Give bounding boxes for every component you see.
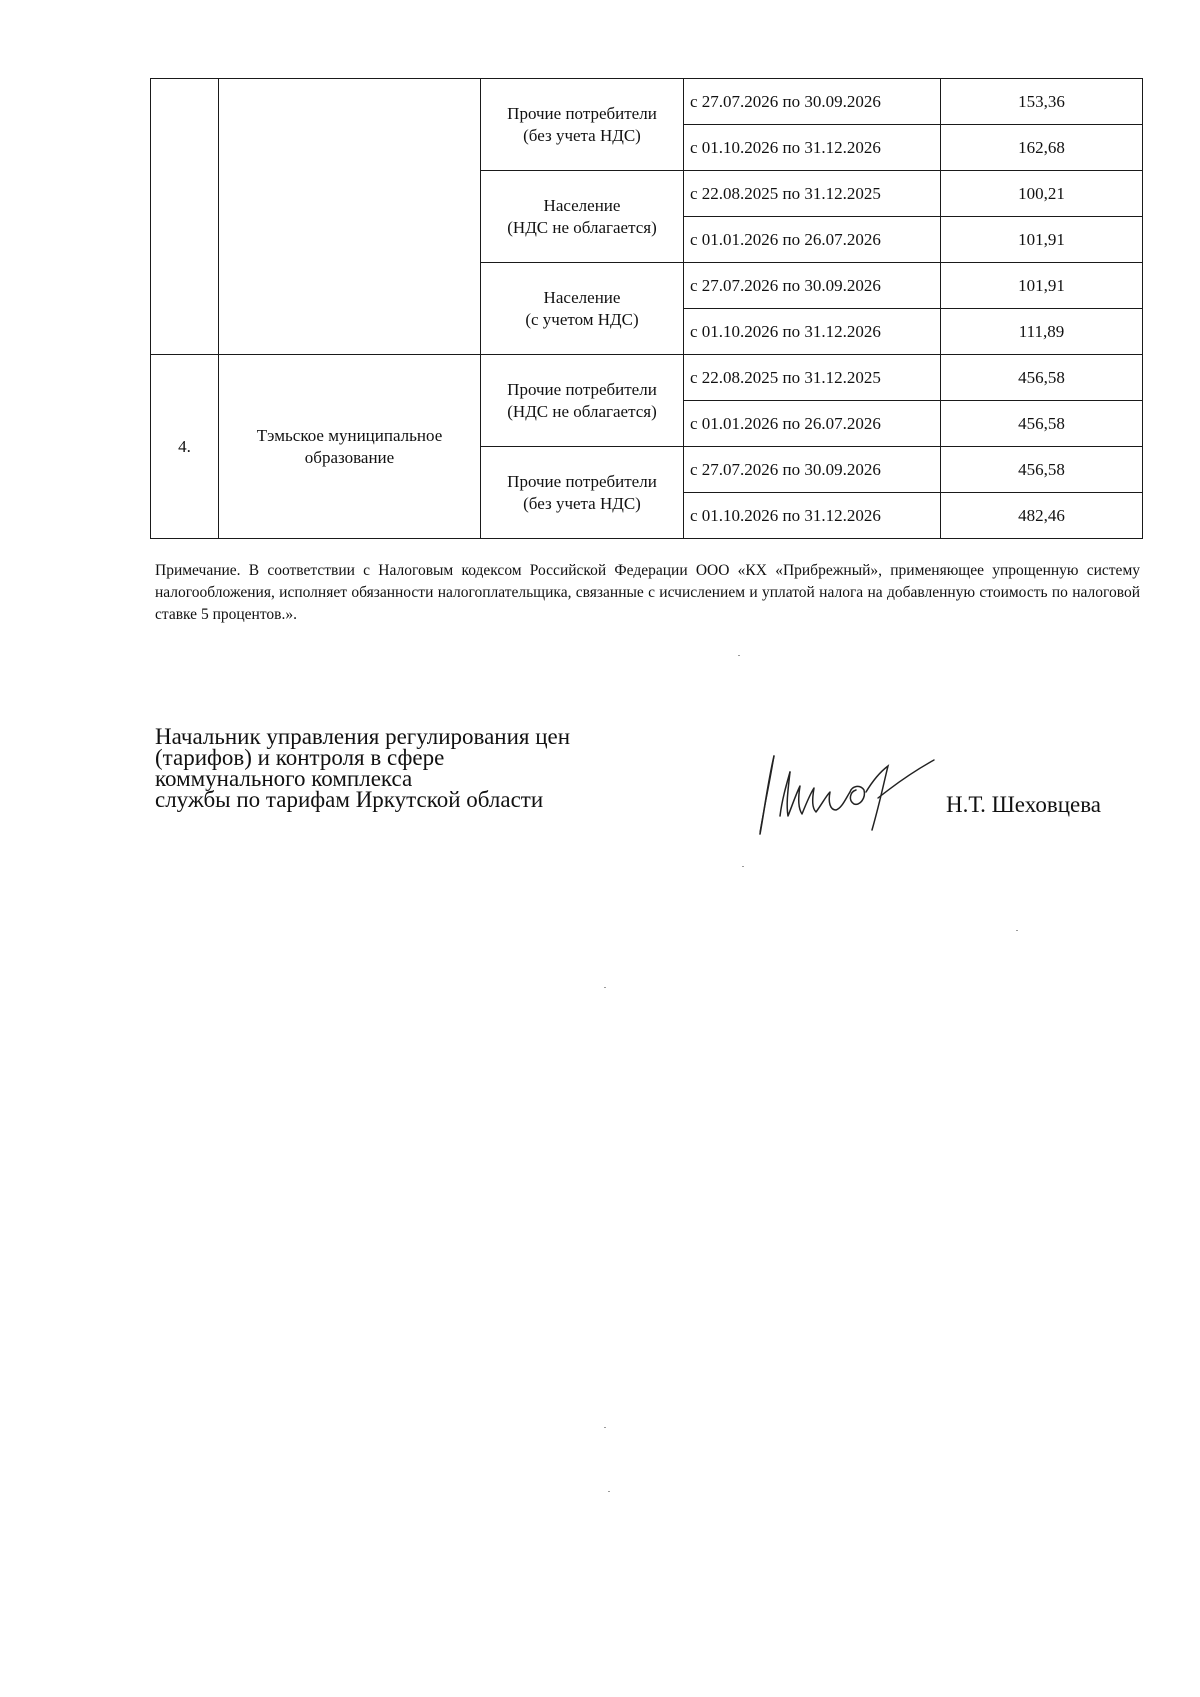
scan-speck	[1016, 930, 1018, 931]
period-cell: с 01.01.2026 по 26.07.2026	[684, 217, 941, 263]
row-number-cell	[151, 79, 219, 355]
municipality-cell	[219, 79, 481, 355]
period-cell: с 22.08.2025 по 31.12.2025	[684, 355, 941, 401]
signatory-position-line: (тарифов) и контроля в сфере	[155, 745, 445, 770]
handwritten-signature-icon	[738, 742, 960, 842]
consumer-group-line: Население	[543, 287, 621, 307]
period-cell: с 01.01.2026 по 26.07.2026	[684, 401, 941, 447]
period-cell: с 01.10.2026 по 31.12.2026	[684, 493, 941, 539]
tariff-value-cell: 101,91	[941, 263, 1143, 309]
consumer-group-cell	[481, 447, 684, 539]
row-number-cell: 4.	[151, 355, 219, 539]
consumer-group-note: (без учета НДС)	[523, 125, 641, 145]
consumer-group-note: (с учетом НДС)	[525, 309, 639, 329]
consumer-group-line: Население	[543, 195, 621, 215]
tariff-value-cell: 456,58	[941, 355, 1143, 401]
municipality-name-line: образование	[304, 447, 395, 467]
tariff-value-cell: 456,58	[941, 401, 1143, 447]
signatory-position-line: службы по тарифам Иркутской области	[155, 787, 544, 812]
municipality-cell	[219, 355, 481, 539]
consumer-group-cell	[481, 171, 684, 263]
tariff-value-cell: 482,46	[941, 493, 1143, 539]
tariff-value-cell: 153,36	[941, 79, 1143, 125]
table-row	[151, 79, 1143, 125]
period-cell: с 01.10.2026 по 31.12.2026	[684, 125, 941, 171]
scan-speck	[742, 866, 744, 867]
tariff-value-cell: 162,68	[941, 125, 1143, 171]
consumer-group-note: (НДС не облагается)	[507, 217, 657, 237]
signatory-position-line: Начальник управления регулирования цен	[155, 724, 571, 749]
signer-name: Н.Т. Шеховцева	[946, 792, 1101, 817]
period-cell: с 27.07.2026 по 30.09.2026	[684, 263, 941, 309]
consumer-group-line: Прочие потребители	[507, 471, 657, 491]
footnote: Примечание. В соответствии с Налоговым кодексом Российской Федерации ООО «КХ «Прибрежный», применяющее упрощенную систему налогообложения, исполняет обязанности налогоплательщика, связанные с исчислением и уплатой налога на добавленную стоимость по налоговой ставке 5 процентов.».	[155, 562, 1140, 623]
scan-speck	[604, 987, 606, 988]
period-cell: с 22.08.2025 по 31.12.2025	[684, 171, 941, 217]
municipality-name-line: Тэмьское муниципальное	[256, 425, 443, 445]
scan-speck	[604, 1427, 606, 1428]
tariff-value-cell: 456,58	[941, 447, 1143, 493]
period-cell: с 01.10.2026 по 31.12.2026	[684, 309, 941, 355]
period-cell: с 27.07.2026 по 30.09.2026	[684, 79, 941, 125]
consumer-group-line: Прочие потребители	[507, 379, 657, 399]
tariff-value-cell: 100,21	[941, 171, 1143, 217]
consumer-group-cell	[481, 355, 684, 447]
tariff-value-cell: 111,89	[941, 309, 1143, 355]
signatory-position	[155, 726, 715, 810]
signatory-position-line: коммунального комплекса	[155, 766, 413, 791]
scan-speck	[738, 655, 740, 656]
consumer-group-cell	[481, 263, 684, 355]
consumer-group-note: (НДС не облагается)	[507, 401, 657, 421]
consumer-group-line: Прочие потребители	[507, 103, 657, 123]
consumer-group-note: (без учета НДС)	[523, 493, 641, 513]
consumer-group-cell	[481, 79, 684, 171]
scan-speck	[608, 1491, 610, 1492]
table-row	[151, 355, 1143, 401]
tariff-table	[150, 78, 1143, 539]
tariff-value-cell: 101,91	[941, 217, 1143, 263]
period-cell: с 27.07.2026 по 30.09.2026	[684, 447, 941, 493]
